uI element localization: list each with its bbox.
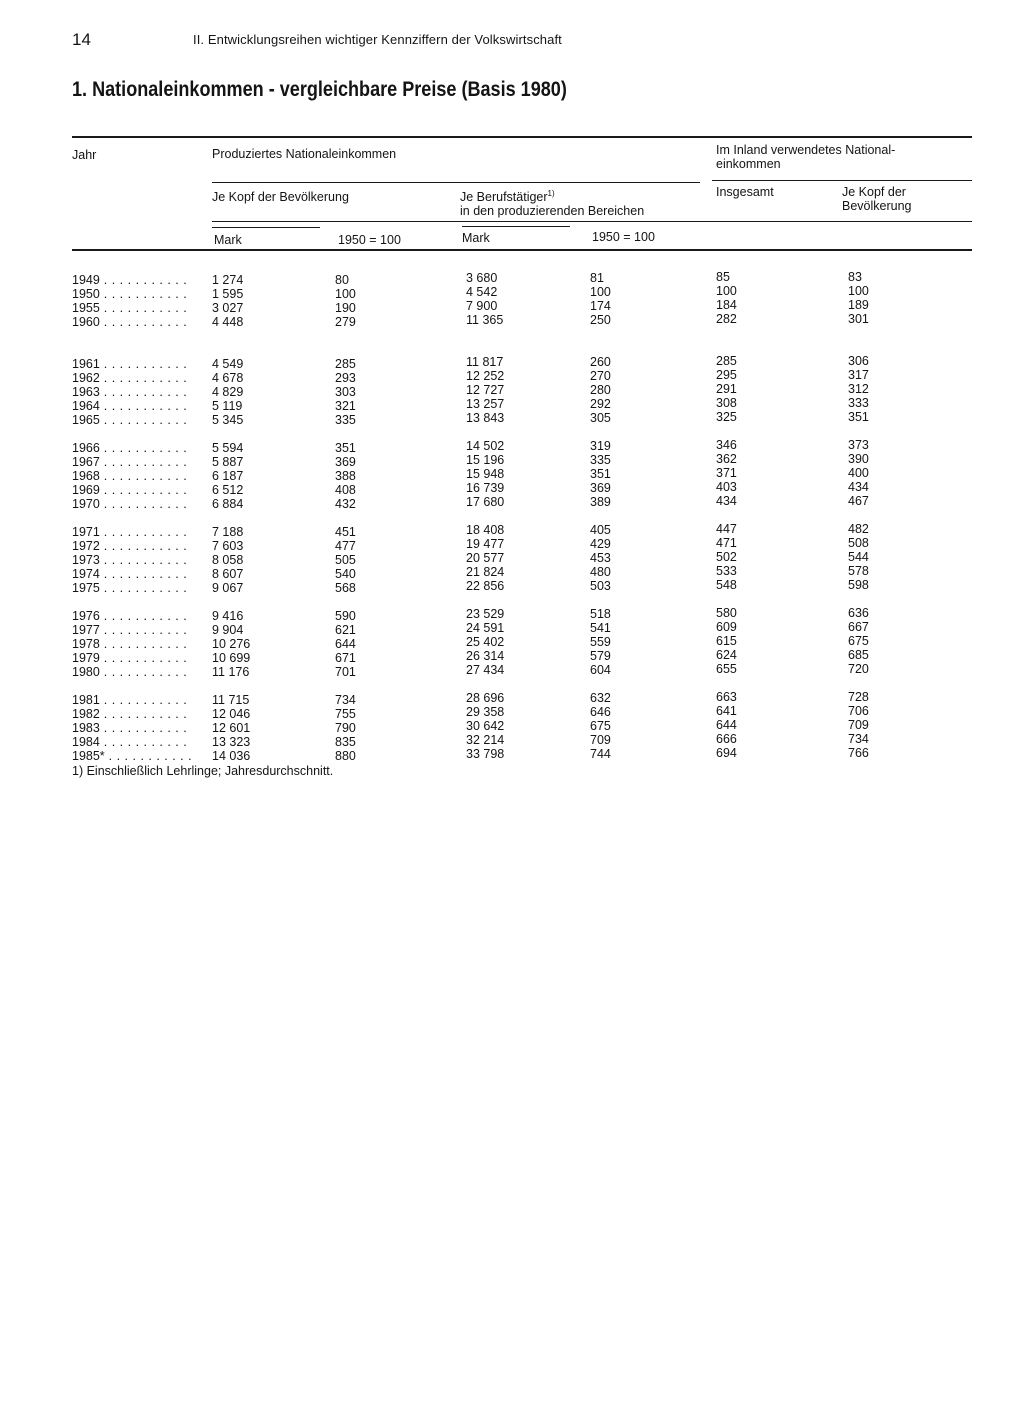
table-row <box>0 732 1024 749</box>
header-year: Jahr <box>72 148 97 162</box>
header-per-capita: Je Kopf der Bevölkerung <box>212 190 349 204</box>
row-value-k2: 351 <box>335 441 356 455</box>
row-value-k5: 655 <box>716 662 737 676</box>
row-value-k6: 333 <box>848 396 869 410</box>
row-value-k1: 9 067 <box>212 581 244 595</box>
row-value-k1: 9 416 <box>212 609 244 623</box>
row-value-k3: 28 696 <box>466 691 505 705</box>
row-value-k6: 373 <box>848 438 869 452</box>
row-value-k4: 292 <box>590 397 611 411</box>
row-value-k6: 598 <box>848 578 869 592</box>
row-year: 1967 . . . <box>72 455 192 469</box>
row-value-k6: 434 <box>848 480 869 494</box>
row-value-k6: 467 <box>848 494 869 508</box>
row-year: 1982 . . . <box>72 707 192 721</box>
row-year: 1977 . . . <box>72 623 192 637</box>
row-value-k6: 685 <box>848 648 869 662</box>
row-value-k1: 4 448 <box>212 315 244 329</box>
row-value-k6: 709 <box>848 718 869 732</box>
row-value-k4: 579 <box>590 649 611 663</box>
row-value-k6: 306 <box>848 354 869 368</box>
row-value-k5: 666 <box>716 732 737 746</box>
row-year: 1961 . . . <box>72 357 192 371</box>
row-value-k4: 429 <box>590 537 611 551</box>
row-value-k3: 19 477 <box>466 537 505 551</box>
table-row <box>0 270 1024 287</box>
row-value-k5: 533 <box>716 564 737 578</box>
row-value-k5: 434 <box>716 494 737 508</box>
table-row <box>0 634 1024 651</box>
row-value-k4: 351 <box>590 467 611 481</box>
row-value-k5: 85 <box>716 270 730 284</box>
row-year: 1984 . . . <box>72 735 192 749</box>
row-year: 1965 . . . <box>72 413 192 427</box>
mark-underline-2 <box>462 226 570 227</box>
row-value-k6: 675 <box>848 634 869 648</box>
table-title: 1. Nationaleinkommen - vergleichbare Preise (Basis 1980) <box>72 78 567 101</box>
row-value-k5: 641 <box>716 704 737 718</box>
row-value-k5: 285 <box>716 354 737 368</box>
row-value-k2: 80 <box>335 273 349 287</box>
row-value-k1: 11 715 <box>212 693 250 707</box>
row-value-k2: 335 <box>335 413 356 427</box>
row-value-k6: 482 <box>848 522 869 536</box>
row-year: 1978 . . . <box>72 637 192 651</box>
row-year: 1979 . . . <box>72 651 192 665</box>
running-head: II. Entwicklungsreihen wichtiger Kennziffern der Volkswirtschaft <box>193 32 562 47</box>
page-number: 14 <box>72 30 91 49</box>
row-value-k3: 4 542 <box>466 285 498 299</box>
row-value-k6: 312 <box>848 382 869 396</box>
header-per-worker-line2: in den produzierenden Bereichen <box>460 204 645 219</box>
row-value-k4: 744 <box>590 747 611 761</box>
row-year: 1980 . . . <box>72 665 192 679</box>
unit-mark-1: Mark <box>214 233 242 247</box>
footnote: 1) Einschließlich Lehrlinge; Jahresdurchschnitt. <box>72 764 334 778</box>
row-year: 1975 . . . <box>72 581 192 595</box>
row-value-k4: 389 <box>590 495 611 509</box>
row-year: 1974 . . . <box>72 567 192 581</box>
table-row <box>0 354 1024 371</box>
row-value-k3: 15 196 <box>466 453 505 467</box>
row-value-k1: 5 887 <box>212 455 244 469</box>
row-value-k5: 325 <box>716 410 737 424</box>
row-value-k2: 568 <box>335 581 356 595</box>
row-value-k2: 285 <box>335 357 356 371</box>
header-produced-group: Produziertes Nationaleinkommen <box>212 147 397 161</box>
row-value-k1: 1 595 <box>212 287 244 301</box>
row-value-k3: 13 257 <box>466 397 505 411</box>
row-value-k5: 624 <box>716 648 737 662</box>
row-value-k3: 29 358 <box>466 705 505 719</box>
row-value-k6: 578 <box>848 564 869 578</box>
produced-subrule <box>212 182 700 183</box>
row-value-k3: 13 843 <box>466 411 505 425</box>
row-year: 1969 . . . <box>72 483 192 497</box>
row-value-k2: 477 <box>335 539 356 553</box>
row-value-k1: 1 274 <box>212 273 244 287</box>
row-value-k6: 766 <box>848 746 869 760</box>
row-value-k1: 14 036 <box>212 749 251 763</box>
row-year: 1950 . . . <box>72 287 192 301</box>
row-value-k5: 308 <box>716 396 737 410</box>
row-value-k6: 706 <box>848 704 869 718</box>
table-row <box>0 494 1024 511</box>
row-value-k2: 369 <box>335 455 356 469</box>
row-value-k4: 81 <box>590 271 604 285</box>
row-value-k4: 174 <box>590 299 611 313</box>
row-year: 1985* . . . <box>72 749 192 763</box>
row-value-k3: 7 900 <box>466 299 498 313</box>
row-value-k4: 646 <box>590 705 611 719</box>
row-year: 1981 . . . <box>72 693 192 707</box>
row-value-k1: 11 176 <box>212 665 250 679</box>
row-value-k5: 663 <box>716 690 737 704</box>
row-value-k1: 4 678 <box>212 371 244 385</box>
row-value-k1: 4 549 <box>212 357 244 371</box>
row-value-k2: 505 <box>335 553 356 567</box>
row-value-k6: 667 <box>848 620 869 634</box>
table-row <box>0 690 1024 707</box>
header-per-capita-short: Je Kopf der Bevölkerung <box>842 185 912 213</box>
table-row <box>0 480 1024 497</box>
row-year: 1962 . . . <box>72 371 192 385</box>
row-value-k1: 5 345 <box>212 413 244 427</box>
row-value-k5: 580 <box>716 606 737 620</box>
row-value-k3: 30 642 <box>466 719 505 733</box>
row-value-k6: 390 <box>848 452 869 466</box>
row-year: 1960 . . . <box>72 315 192 329</box>
row-value-k1: 12 601 <box>212 721 251 735</box>
header-total: Insgesamt <box>716 185 774 199</box>
row-value-k2: 621 <box>335 623 356 637</box>
row-year: 1983 . . . <box>72 721 192 735</box>
row-value-k4: 260 <box>590 355 611 369</box>
row-value-k3: 22 856 <box>466 579 505 593</box>
row-value-k6: 100 <box>848 284 869 298</box>
row-value-k4: 250 <box>590 313 611 327</box>
row-value-k6: 508 <box>848 536 869 550</box>
row-value-k2: 644 <box>335 637 356 651</box>
row-value-k6: 728 <box>848 690 869 704</box>
row-value-k1: 7 603 <box>212 539 244 553</box>
row-value-k3: 26 314 <box>466 649 505 663</box>
row-value-k5: 644 <box>716 718 737 732</box>
row-value-k4: 305 <box>590 411 611 425</box>
row-value-k4: 480 <box>590 565 611 579</box>
row-value-k1: 5 594 <box>212 441 244 455</box>
row-value-k6: 636 <box>848 606 869 620</box>
row-value-k6: 189 <box>848 298 869 312</box>
row-value-k1: 7 188 <box>212 525 244 539</box>
row-value-k1: 6 187 <box>212 469 244 483</box>
row-year: 1970 . . . <box>72 497 192 511</box>
table-row <box>0 410 1024 427</box>
row-value-k3: 3 680 <box>466 271 498 285</box>
table-row <box>0 312 1024 329</box>
row-value-k1: 3 027 <box>212 301 244 315</box>
row-year: 1949 . . . <box>72 273 192 287</box>
row-value-k5: 282 <box>716 312 737 326</box>
table-row <box>0 298 1024 315</box>
row-value-k4: 559 <box>590 635 611 649</box>
row-value-k2: 835 <box>335 735 356 749</box>
table-row <box>0 396 1024 413</box>
row-value-k3: 21 824 <box>466 565 505 579</box>
row-value-k1: 13 323 <box>212 735 251 749</box>
row-value-k3: 15 948 <box>466 467 505 481</box>
row-value-k3: 25 402 <box>466 635 505 649</box>
row-value-k4: 503 <box>590 579 611 593</box>
row-value-k4: 369 <box>590 481 611 495</box>
table-row <box>0 536 1024 553</box>
row-value-k4: 405 <box>590 523 611 537</box>
row-value-k1: 12 046 <box>212 707 251 721</box>
row-value-k5: 371 <box>716 466 737 480</box>
top-rule <box>72 136 972 138</box>
row-value-k2: 321 <box>335 399 356 413</box>
row-value-k5: 362 <box>716 452 737 466</box>
row-value-k6: 301 <box>848 312 869 326</box>
row-value-k2: 540 <box>335 567 356 581</box>
row-value-k1: 10 699 <box>212 651 251 665</box>
row-value-k1: 10 276 <box>212 637 251 651</box>
row-value-k3: 17 680 <box>466 495 505 509</box>
footnote-mark: 1) <box>547 189 555 198</box>
row-value-k3: 27 434 <box>466 663 505 677</box>
row-value-k5: 100 <box>716 284 737 298</box>
row-value-k3: 11 817 <box>466 355 504 369</box>
table-row <box>0 578 1024 595</box>
table-row <box>0 382 1024 399</box>
row-value-k2: 388 <box>335 469 356 483</box>
row-value-k5: 502 <box>716 550 737 564</box>
row-value-k4: 541 <box>590 621 611 635</box>
header-per-worker-line1: Je Berufstätiger <box>460 190 548 205</box>
table-row <box>0 620 1024 637</box>
row-value-k3: 12 252 <box>466 369 505 383</box>
row-year: 1972 . . . <box>72 539 192 553</box>
table-row <box>0 466 1024 483</box>
row-value-k2: 408 <box>335 483 356 497</box>
row-value-k3: 16 739 <box>466 481 505 495</box>
row-value-k2: 590 <box>335 609 356 623</box>
row-value-k1: 5 119 <box>212 399 243 413</box>
table-row <box>0 606 1024 623</box>
table-row <box>0 746 1024 763</box>
row-value-k2: 790 <box>335 721 356 735</box>
row-value-k5: 291 <box>716 382 737 396</box>
row-year: 1966 . . . <box>72 441 192 455</box>
row-value-k2: 100 <box>335 287 356 301</box>
table-row <box>0 704 1024 721</box>
header-bottom-rule <box>72 249 972 251</box>
table-row <box>0 368 1024 385</box>
header-per-worker <box>460 187 644 218</box>
row-value-k4: 319 <box>590 439 611 453</box>
row-value-k5: 615 <box>716 634 737 648</box>
row-value-k5: 609 <box>716 620 737 634</box>
row-value-k4: 280 <box>590 383 611 397</box>
table-row <box>0 550 1024 567</box>
row-value-k6: 83 <box>848 270 862 284</box>
row-value-k2: 755 <box>335 707 356 721</box>
row-value-k3: 18 408 <box>466 523 505 537</box>
row-value-k5: 346 <box>716 438 737 452</box>
row-year: 1968 . . . <box>72 469 192 483</box>
row-value-k2: 293 <box>335 371 356 385</box>
row-value-k3: 20 577 <box>466 551 505 565</box>
row-value-k3: 23 529 <box>466 607 505 621</box>
domestic-subrule <box>712 180 972 181</box>
row-value-k2: 303 <box>335 385 356 399</box>
row-value-k5: 694 <box>716 746 737 760</box>
header-domestic-group: Im Inland verwendetes National-einkommen <box>716 143 896 171</box>
row-value-k4: 675 <box>590 719 611 733</box>
row-value-k3: 33 798 <box>466 747 505 761</box>
row-value-k1: 6 512 <box>212 483 244 497</box>
table-row <box>0 564 1024 581</box>
unit-subrule <box>212 221 972 222</box>
row-value-k5: 447 <box>716 522 737 536</box>
row-value-k4: 335 <box>590 453 611 467</box>
table-row <box>0 718 1024 735</box>
row-value-k5: 548 <box>716 578 737 592</box>
row-value-k2: 701 <box>335 665 356 679</box>
row-value-k3: 12 727 <box>466 383 505 397</box>
table-row <box>0 284 1024 301</box>
row-value-k3: 24 591 <box>466 621 505 635</box>
row-value-k5: 184 <box>716 298 737 312</box>
table-row <box>0 662 1024 679</box>
row-value-k4: 270 <box>590 369 611 383</box>
row-year: 1971 . . . <box>72 525 192 539</box>
row-value-k6: 720 <box>848 662 869 676</box>
row-year: 1955 . . . <box>72 301 192 315</box>
row-value-k2: 190 <box>335 301 356 315</box>
row-year: 1963 . . . <box>72 385 192 399</box>
row-value-k4: 100 <box>590 285 611 299</box>
table-row <box>0 648 1024 665</box>
row-value-k3: 14 502 <box>466 439 505 453</box>
row-value-k1: 8 607 <box>212 567 244 581</box>
row-value-k2: 451 <box>335 525 356 539</box>
row-value-k1: 8 058 <box>212 553 244 567</box>
row-value-k4: 518 <box>590 607 611 621</box>
row-value-k4: 632 <box>590 691 611 705</box>
row-value-k2: 671 <box>335 651 356 665</box>
row-value-k5: 471 <box>716 536 737 550</box>
table-row <box>0 438 1024 455</box>
row-value-k4: 453 <box>590 551 611 565</box>
row-value-k2: 432 <box>335 497 356 511</box>
row-value-k6: 351 <box>848 410 869 424</box>
table-row <box>0 452 1024 469</box>
table-row <box>0 522 1024 539</box>
unit-index-1: 1950 = 100 <box>338 233 401 247</box>
row-value-k6: 544 <box>848 550 869 564</box>
row-value-k4: 604 <box>590 663 611 677</box>
row-value-k4: 709 <box>590 733 611 747</box>
unit-mark-2: Mark <box>462 231 490 245</box>
row-year: 1976 . . . <box>72 609 192 623</box>
row-value-k5: 295 <box>716 368 737 382</box>
row-value-k1: 9 904 <box>212 623 244 637</box>
row-value-k3: 32 214 <box>466 733 505 747</box>
row-year: 1973 . . . <box>72 553 192 567</box>
row-year: 1964 . . . <box>72 399 192 413</box>
row-value-k2: 734 <box>335 693 356 707</box>
row-value-k6: 317 <box>848 368 869 382</box>
row-value-k5: 403 <box>716 480 737 494</box>
row-value-k2: 279 <box>335 315 356 329</box>
row-value-k6: 400 <box>848 466 869 480</box>
row-value-k2: 880 <box>335 749 356 763</box>
unit-index-2: 1950 = 100 <box>592 230 655 244</box>
row-value-k3: 11 365 <box>466 313 504 327</box>
row-value-k1: 4 829 <box>212 385 244 399</box>
row-value-k6: 734 <box>848 732 869 746</box>
mark-underline-1 <box>212 227 320 228</box>
row-value-k1: 6 884 <box>212 497 244 511</box>
